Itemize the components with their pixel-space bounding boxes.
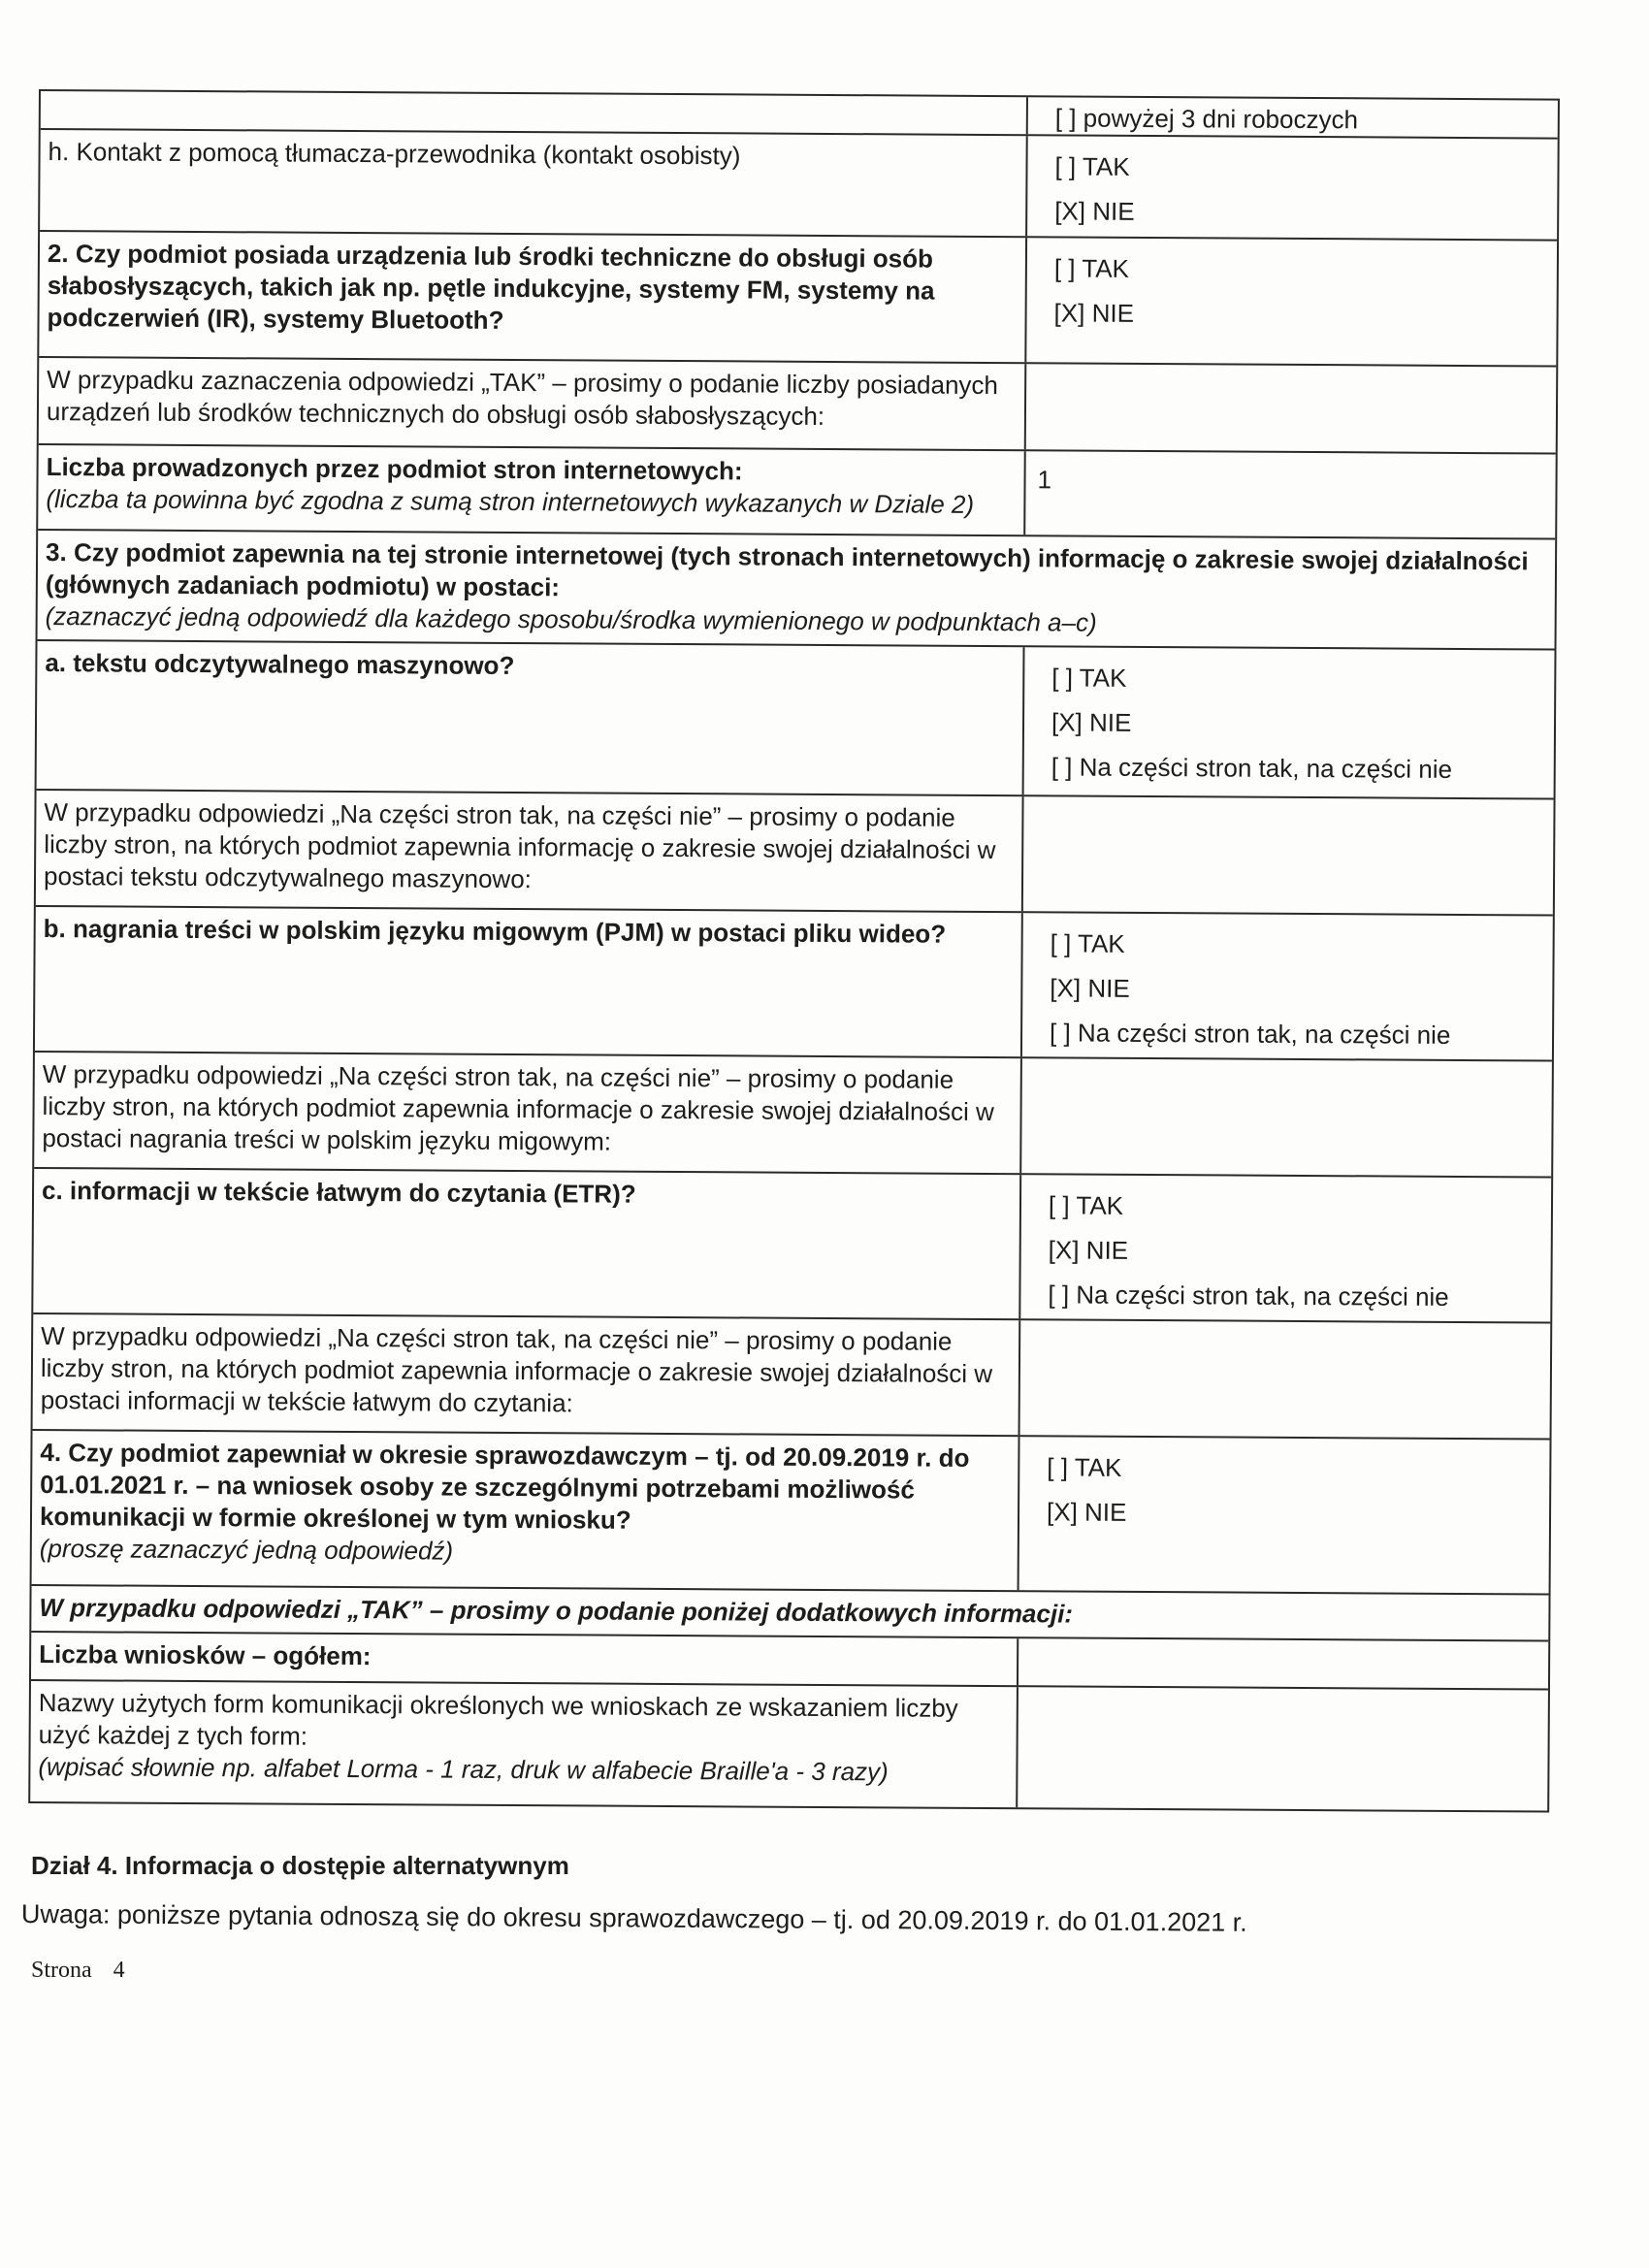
question-text: 4. Czy podmiot zapewniał w okresie sprawozdawczym – tj. od 20.09.2019 r. do 01.01.2021 r. – na wniosek osoby ze szczególnymi potrzebami możliwość komunikacji w formie określonej w tym wniosku? — [39, 1438, 970, 1535]
answer-option-nie[interactable]: [X] NIE — [1046, 1497, 1127, 1527]
question-text: Nazwy użytych form komunikacji określonych we wnioskach ze wskazaniem liczby użyć każdej z tych form: — [38, 1688, 958, 1751]
table-row — [35, 907, 1553, 1062]
answer-option-nie[interactable]: [X] NIE — [1050, 973, 1130, 1003]
table-row — [32, 1431, 1550, 1596]
answer-option-tak[interactable]: [ ] TAK — [1047, 1452, 1122, 1482]
question-note: (zaznaczyć jedną odpowiedź dla każdego sposobu/środka wymienionego w podpunktach a–c) — [45, 601, 1097, 637]
answer-option-nie[interactable]: [X] NIE — [1053, 298, 1135, 328]
answer-option-tak[interactable]: [ ] TAK — [1051, 663, 1127, 693]
answer-cell — [1022, 913, 1553, 1059]
table-row — [36, 791, 1554, 917]
question-cell: Liczba wniosków – ogółem: — [31, 1633, 1018, 1685]
table-row — [33, 1169, 1551, 1324]
section-question-cell: W przypadku odpowiedzi „TAK” – prosimy o podanie poniżej dodatkowych informacji: — [39, 1593, 1074, 1629]
question-text: 3. Czy podmiot zapewnia na tej stronie internetowej (tych stronach internetowych) informację o zakresie swojej działalności (głównych zadaniach podmiotu) w postaci: — [45, 537, 1529, 602]
page-label: Strona — [31, 1958, 92, 1983]
answer-option-partial[interactable]: [ ] Na części stron tak, na części nie — [1051, 752, 1453, 784]
question-cell: c. informacji w tekście łatwym do czytania (ETR)? — [33, 1169, 1021, 1318]
question-cell — [30, 1681, 1018, 1807]
table-row — [34, 1053, 1552, 1179]
answer-option-tak[interactable]: [ ] TAK — [1050, 928, 1125, 958]
question-cell: W przypadku odpowiedzi „Na części stron tak, na części nie” – prosimy o podanie liczby stron, na których podmiot zapewnia informacje o zakresie swojej działalności w postaci informacji w tekście łatwym do czytania: — [33, 1314, 1021, 1435]
answer-input[interactable] — [1026, 364, 1557, 452]
answer-option-nie[interactable]: [X] NIE — [1051, 707, 1132, 737]
answer-option-partial[interactable]: [ ] Na części stron tak, na części nie — [1049, 1018, 1451, 1050]
answer-option-nie[interactable]: [X] NIE — [1054, 196, 1135, 226]
question-note: (proszę zaznaczyć jedną odpowiedź) — [39, 1534, 454, 1566]
question-cell: W przypadku odpowiedzi „Na części stron tak, na części nie” – prosimy o podanie liczby stron, na których podmiot zapewnia informację o zakresie swojej działalności w postaci tekstu odczytywalnego maszynowo: — [36, 791, 1024, 911]
answer-input[interactable]: 1 — [1037, 465, 1052, 495]
answer-option-nie[interactable]: [X] NIE — [1048, 1235, 1129, 1265]
section-question-cell — [38, 531, 1556, 649]
answer-option-tak[interactable]: [ ] TAK — [1053, 253, 1130, 283]
answer-option-tak[interactable]: [ ] TAK — [1048, 1190, 1124, 1220]
question-text: Liczba prowadzonych przez podmiot stron internetowych: — [46, 452, 743, 486]
question-note: (wpisać słownie np. alfabet Lorma - 1 raz, druk w alfabecie Braille'a - 3 razy) — [38, 1752, 889, 1787]
table-row — [33, 1314, 1551, 1441]
answer-cell — [1019, 1437, 1550, 1593]
answer-cell — [1027, 136, 1558, 239]
question-cell: W przypadku zaznaczenia odpowiedzi „TAK” – prosimy o podanie liczby posiadanych urządzeń lub środków technicznych do obsługi osób słabosłyszących: — [39, 358, 1027, 449]
table-row — [37, 641, 1555, 800]
answer-input[interactable] — [1018, 1687, 1548, 1810]
answer-input[interactable] — [1020, 1320, 1551, 1438]
form-table — [28, 89, 1560, 1813]
table-row — [40, 130, 1558, 242]
answer-input[interactable] — [1018, 1638, 1548, 1688]
question-cell: a. tekstu odczytywalnego maszynowo? — [37, 641, 1025, 794]
question-note: (liczba ta powinna być zgodna z sumą stron internetowych wykazanych w Dziale 2) — [46, 484, 975, 519]
table-row — [39, 232, 1557, 368]
question-cell: h. Kontakt z pomocą tłumacza-przewodnika (kontakt osobisty) — [40, 130, 1028, 236]
question-cell: 2. Czy podmiot posiada urządzenia lub środki techniczne do obsługi osób słabosłyszących, takich jak np. pętle indukcyjne, systemy FM, systemy na podczerwień (IR), systemy Bluetooth? — [39, 232, 1027, 362]
page-number-value: 4 — [113, 1958, 125, 1983]
section-note: Uwaga: poniższe pytania odnoszą się do okresu sprawozdawczego – tj. od 20.09.2019 r. do 01.01.2021 r. — [20, 1899, 1247, 1937]
table-row — [30, 1681, 1548, 1811]
answer-option-partial[interactable]: [ ] Na części stron tak, na części nie — [1048, 1280, 1449, 1312]
question-cell — [32, 1431, 1020, 1590]
question-cell: b. nagrania treści w polskim języku migowym (PJM) w postaci pliku wideo? — [35, 907, 1023, 1056]
question-cell — [38, 445, 1026, 535]
section-title: Dział 4. Informacja o dostępie alternatywnym — [31, 1851, 569, 1880]
question-cell: W przypadku odpowiedzi „Na części stron tak, na części nie” – prosimy o podanie liczby stron, na których podmiot zapewnia informacje o zakresie swojej działalności w postaci nagrania treści w polskim języku migowym: — [34, 1053, 1022, 1173]
answer-input[interactable] — [1023, 796, 1554, 914]
answer-cell — [1020, 1175, 1551, 1321]
answer-cell — [1024, 647, 1555, 797]
table-row — [38, 531, 1556, 651]
answer-cell — [1026, 238, 1557, 365]
answer-input[interactable] — [1021, 1058, 1552, 1176]
page-number — [31, 1958, 125, 1984]
table-row — [39, 358, 1557, 455]
answer-option[interactable]: [ ] powyżej 3 dni roboczych — [1054, 103, 1359, 135]
table-row — [38, 445, 1556, 540]
answer-option-tak[interactable]: [ ] TAK — [1054, 151, 1130, 181]
question-cell — [41, 91, 1028, 134]
